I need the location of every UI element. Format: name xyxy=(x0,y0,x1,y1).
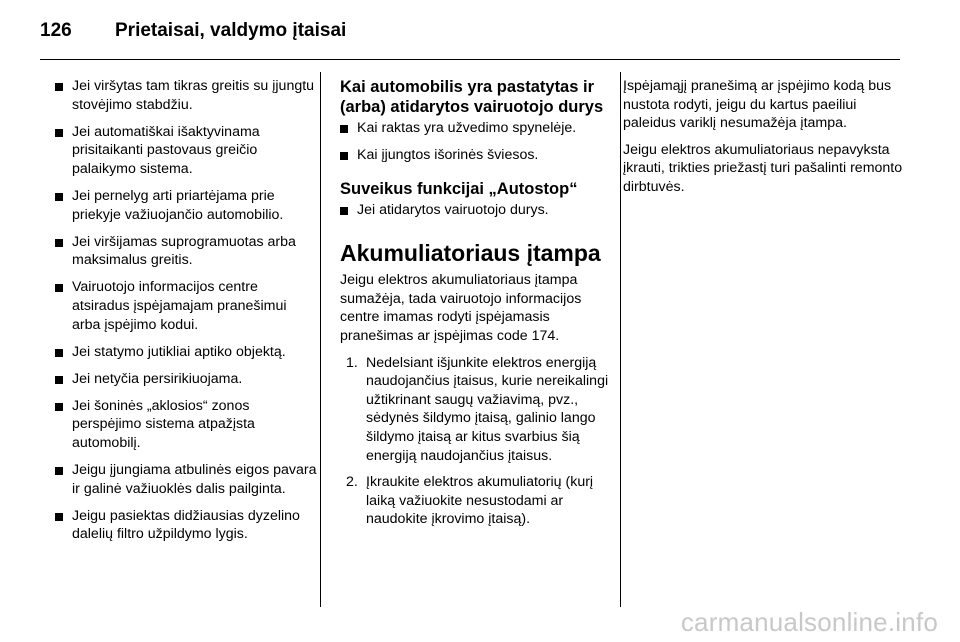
paragraph: Įspėjamąjį pranešimą ar įspėjimo kodą bus nustota rodyti, jeigu du kartus paeiliui paleidus variklį nesumažėja įtampa. xyxy=(623,78,892,132)
watermark: carmanualsonline.info xyxy=(680,607,938,637)
column-divider-1 xyxy=(320,72,321,607)
list-item: Kai raktas yra užvedimo spynelėje. xyxy=(340,119,610,138)
step-number: 2. xyxy=(346,474,358,491)
list-item: Jei statymo jutikliai aptiko objektą. xyxy=(55,343,317,362)
autostop-list xyxy=(340,201,610,220)
list-item: Jei viršytas tam tikras greitis su įjungtu stovėjimo stabdžiu. xyxy=(55,77,317,114)
step-text: Įkraukite elektros akumuliatorių (kurį laiką važiuokite nesustodami ar naudokite įkrovimo įtaisą). xyxy=(366,474,594,528)
step-number: 1. xyxy=(346,354,358,371)
list-item: Jei atidarytos vairuotojo durys. xyxy=(340,201,610,220)
list-item: Jei šoninės „aklosios“ zonos perspėjimo sistema atpažįsta automobilį. xyxy=(55,397,317,453)
header-rule xyxy=(40,59,900,60)
list-item: Jei viršijamas suprogramuotas arba maksimalus greitis. xyxy=(55,233,317,270)
paragraph: Jeigu elektros akumuliatoriaus nepavyksta įkrauti, trikties priežastį turi pašalinti remonto dirbtuvės. xyxy=(623,141,903,195)
step-text: Nedelsiant išjunkite elektros energiją naudojančius įtaisus, kurie nereikalingi užtikrinant saugų važiavimą, pvz., sėdynės šildymo įtaisą, galinio lango šildymo įtaisą ar kitus svarbius šią energiją naudojančius įtaisus. xyxy=(366,354,609,464)
step-item xyxy=(340,473,610,529)
list-item: Vairuotojo informacijos centre atsiradus įspėjamajam pranešimui arba įspėjimo kodui. xyxy=(55,278,317,334)
list-item: Jeigu įjungiama atbulinės eigos pavara ir galinė važiuoklės dalis pailginta. xyxy=(55,461,317,498)
parked-heading: Kai automobilis yra pastatytas ir (arba) atidarytos vairuotojo durys xyxy=(340,78,604,116)
page-header xyxy=(40,20,346,42)
section-title: Akumuliatoriaus įtampa xyxy=(340,240,601,267)
warning-conditions-list xyxy=(55,77,317,544)
column-divider-2 xyxy=(620,72,621,607)
parked-list xyxy=(340,119,610,165)
step-item xyxy=(340,354,610,466)
column-middle xyxy=(340,77,610,537)
list-item: Jei netyčia persirikiuojama. xyxy=(55,370,317,389)
autostop-heading: Suveikus funkcijai „Autostop“ xyxy=(340,179,578,198)
list-item: Kai įjungtos išorinės šviesos. xyxy=(340,146,610,165)
column-left xyxy=(55,77,317,552)
list-item: Jei automatiškai išaktyvinama prisitaikanti pastovaus greičio palaikymo sistema. xyxy=(55,123,317,179)
list-item: Jeigu pasiektas didžiausias dyzelino dalelių filtro užpildymo lygis. xyxy=(55,507,317,544)
page-number: 126 xyxy=(40,20,72,41)
steps-list xyxy=(340,354,610,529)
battery-paragraph: Jeigu elektros akumuliatoriaus įtampa sumažėja, tada vairuotojo informacijos centre imamas rodyti įspėjamasis pranešimas ar įspėjimas code 174. xyxy=(340,272,582,345)
column-right xyxy=(623,77,908,205)
page-title: Prietaisai, valdymo įtaisai xyxy=(115,20,347,41)
list-item: Jei pernelyg arti priartėjama prie priekyje važiuojančio automobilio. xyxy=(55,187,317,224)
